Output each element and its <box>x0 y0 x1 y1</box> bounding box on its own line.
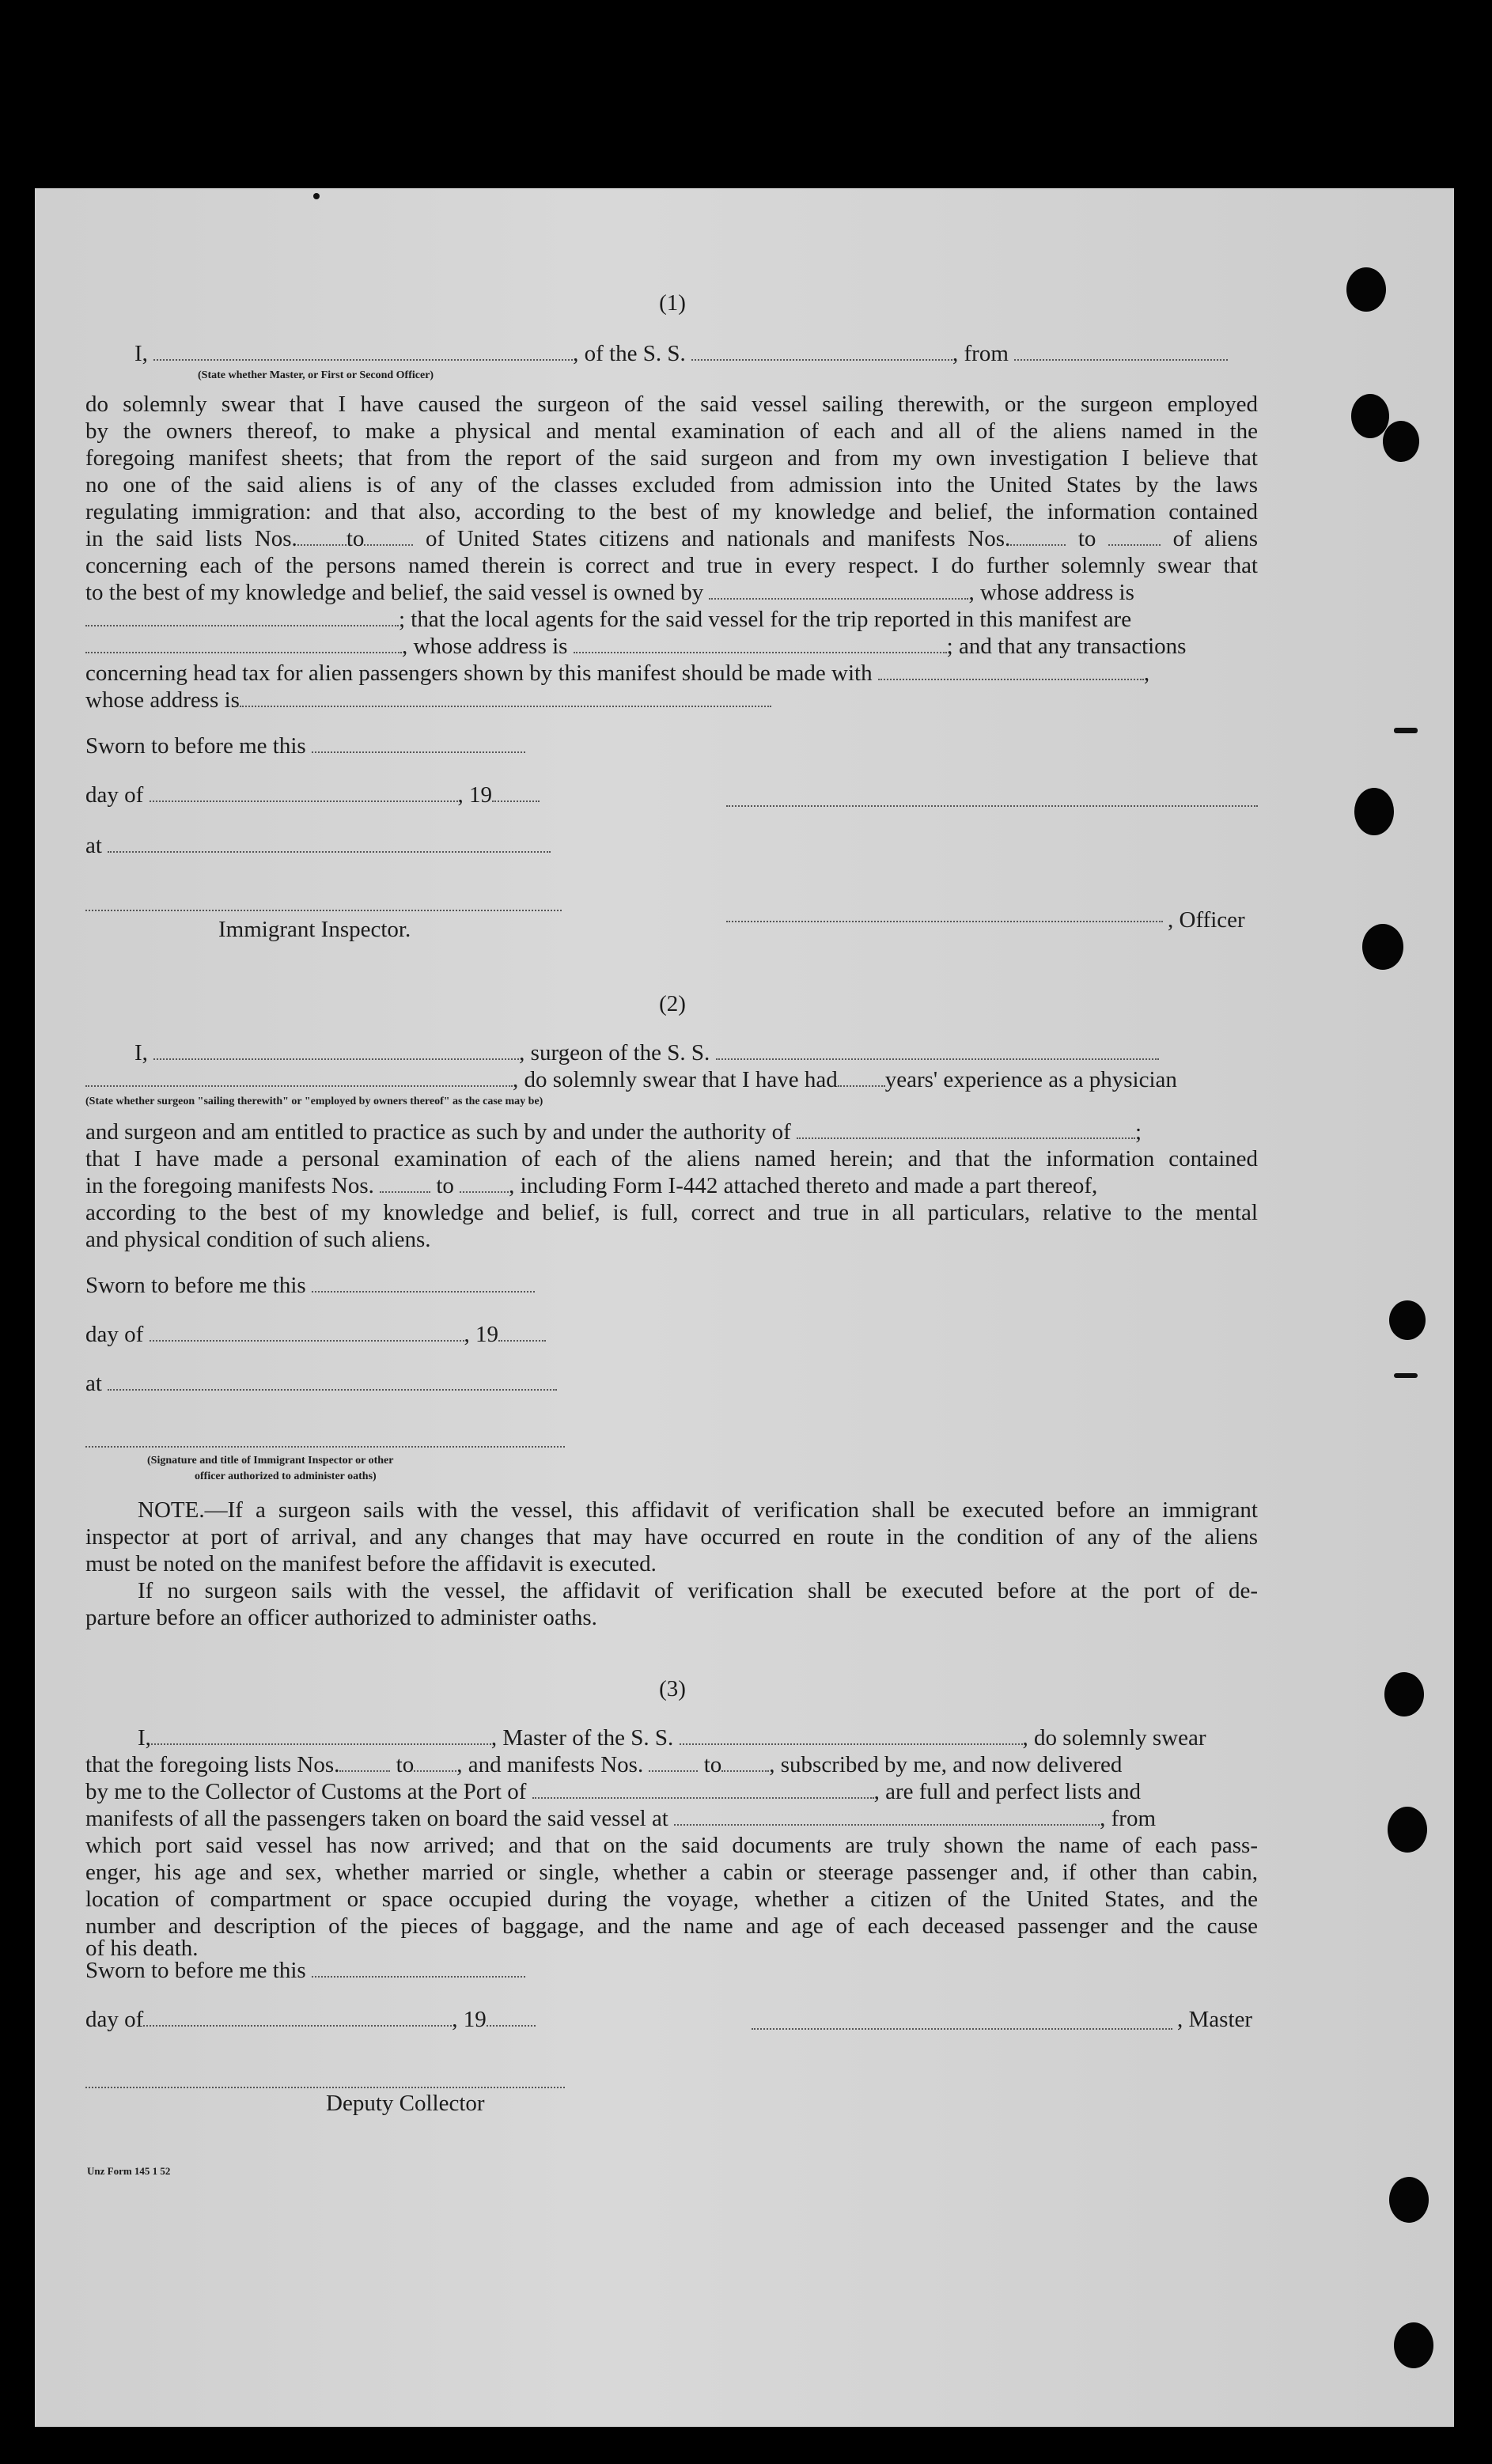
surgeon-vessel-field[interactable] <box>716 1041 1159 1060</box>
punch-hole <box>1362 924 1403 970</box>
headtax-field[interactable] <box>878 661 1144 680</box>
s3-day-of-field[interactable] <box>143 2008 452 2027</box>
s2-line-1 <box>134 1039 1159 1066</box>
text: that the foregoing lists Nos. <box>85 1752 340 1777</box>
text: , 19 <box>464 1322 499 1347</box>
surgeon-name-field[interactable] <box>153 1041 519 1060</box>
text: and surgeon and am entitled to practice as such by and under the authority of <box>85 1119 791 1145</box>
master-label: , Master <box>1177 2007 1253 2032</box>
immigrant-inspector-label: Immigrant Inspector. <box>218 917 411 942</box>
punch-hole <box>1389 1300 1426 1340</box>
text: I, <box>138 1725 151 1751</box>
text: whose address is <box>85 687 240 713</box>
text: , 19 <box>457 782 493 808</box>
punch-hole <box>1351 394 1389 438</box>
punch-hole <box>1394 2322 1433 2368</box>
text: at <box>85 1371 102 1396</box>
s1-para-line: foregoing manifest sheets; that from the report of the said surgeon and from my own investigation I believe that <box>85 445 1258 471</box>
s2-surgeon-note: (State whether surgeon "sailing therewith" or "employed by owners thereof" as the case may be) <box>85 1096 543 1107</box>
s3-sworn-date-field[interactable] <box>312 1959 525 1978</box>
text: ; that the local agents for the said vessel for the trip reported in this manifest are <box>399 607 1132 632</box>
s2-manifests-to-field[interactable] <box>460 1174 509 1193</box>
at-place-field[interactable] <box>108 834 551 853</box>
s1-owner-line <box>85 579 1134 606</box>
text: , from <box>1100 1806 1156 1831</box>
surgeon-status-field[interactable] <box>85 1068 513 1087</box>
s3-para-line: which port said vessel has now arrived; and that on the said documents are truly shown the name of each pass- <box>85 1833 1258 1858</box>
s3-para-line: of his death. <box>85 1936 199 1961</box>
s3-para-line: enger, his age and sex, whether married or single, whether a cabin or steerage passenger and, if other than cabin, <box>85 1860 1258 1885</box>
text: day of <box>85 1322 144 1347</box>
officer-name-field[interactable] <box>153 342 573 361</box>
text: in the foregoing manifests Nos. <box>85 1173 374 1198</box>
from-port-field[interactable] <box>1014 342 1228 361</box>
s3-para-line: number and description of the pieces of baggage, and the name and age of each deceased passenger and the cause <box>85 1913 1258 1939</box>
s1-para-line: do solemnly swear that I have caused the surgeon of the said vessel sailing therewith, or the surgeon employed <box>85 392 1258 417</box>
text: , and manifests Nos. <box>456 1752 644 1777</box>
s3-manifests-from-field[interactable] <box>649 1753 698 1772</box>
text: , subscribed by me, and now delivered <box>769 1752 1123 1777</box>
s2-sworn-date-field[interactable] <box>312 1274 535 1293</box>
note-line: inspector at port of arrival, and any changes that may have occurred en route in the condition of any of the aliens <box>85 1524 1258 1550</box>
text: ; and that any transactions <box>946 634 1187 659</box>
boarding-port-field[interactable] <box>674 1807 1100 1826</box>
speck <box>313 193 320 199</box>
text: day of <box>85 782 144 808</box>
text: , including Form I-442 attached thereto and made a part thereof, <box>509 1173 1098 1198</box>
text: Sworn to before me this <box>85 1958 306 1983</box>
day-of-field[interactable] <box>150 783 458 802</box>
s1-officer-note: (State whether Master, or First or Second Officer) <box>198 369 434 381</box>
text: at <box>85 833 102 858</box>
owner-address-field[interactable] <box>85 607 399 626</box>
text: , surgeon of the S. S. <box>519 1040 710 1065</box>
text: to <box>1077 526 1096 551</box>
s3-para-line: location of compartment or space occupied during the voyage, whether a citizen of the United States, and the <box>85 1887 1258 1912</box>
text: manifests of all the passengers taken on board the said vessel at <box>85 1806 668 1831</box>
s2-signature-note: officer authorized to administer oaths) <box>195 1470 377 1482</box>
s3-line-4 <box>85 1805 1156 1832</box>
s3-sworn-line <box>85 1957 525 1984</box>
agents-field[interactable] <box>85 634 402 653</box>
punch-hole <box>1346 267 1386 312</box>
form-number: Unz Form 145 1 52 <box>87 2165 171 2177</box>
s2-year-field[interactable] <box>498 1323 546 1342</box>
s2-authority-line <box>85 1118 1142 1145</box>
text: to <box>346 526 365 551</box>
year-field[interactable] <box>492 783 540 802</box>
years-experience-field[interactable] <box>838 1068 885 1087</box>
s3-line-2 <box>85 1751 1122 1778</box>
s1-at-line <box>85 832 551 859</box>
s3-vessel-field[interactable] <box>680 1726 1023 1745</box>
officer-signature-field[interactable] <box>726 804 1258 807</box>
section-2-number: (2) <box>659 991 686 1016</box>
text: , of the S. S. <box>573 341 686 366</box>
text: to <box>436 1173 454 1198</box>
s2-sworn-line <box>85 1272 535 1299</box>
lists-from-field[interactable] <box>297 527 346 546</box>
s2-at-place-field[interactable] <box>108 1372 557 1391</box>
s2-para-line: and physical condition of such aliens. <box>85 1227 431 1252</box>
punch-hole <box>1388 1807 1427 1853</box>
speck <box>1394 728 1418 733</box>
punch-hole <box>1384 1672 1424 1716</box>
punch-hole <box>1383 421 1419 462</box>
s1-line-1 <box>134 340 1228 367</box>
inspector-signature-field[interactable] <box>85 908 562 911</box>
s3-manifests-to-field[interactable] <box>721 1753 769 1772</box>
s1-dayof-line <box>85 782 540 808</box>
s2-para-line: that I have made a personal examination of each of the aliens named herein; and that the information contained <box>85 1146 1258 1171</box>
s2-dayof-line <box>85 1321 546 1348</box>
s1-para-line: no one of the said aliens is of any of the classes excluded from admission into the United States by the laws <box>85 472 1258 498</box>
note-line: must be noted on the manifest before the affidavit is executed. <box>85 1551 657 1576</box>
text: ; <box>1135 1119 1142 1145</box>
s1-agent-address-line <box>85 633 1186 660</box>
text: Sworn to before me this <box>85 1273 306 1298</box>
text: , from <box>952 341 1009 366</box>
agents-address-field[interactable] <box>574 634 947 653</box>
s1-sworn-line <box>85 732 525 759</box>
customs-port-field[interactable] <box>532 1780 874 1799</box>
sworn-date-field[interactable] <box>312 734 525 753</box>
speck <box>1394 1373 1418 1378</box>
s1-headtax-line <box>85 660 1149 687</box>
s2-manifests-from-field[interactable] <box>380 1174 430 1193</box>
punch-hole <box>1389 2177 1429 2223</box>
s1-para-line: concerning each of the persons named therein is correct and true in every respect. I do further solemnly swear that <box>85 553 1258 578</box>
text: to the best of my knowledge and belief, the said vessel is owned by <box>85 580 704 605</box>
text: years' experience as a physician <box>884 1067 1177 1092</box>
text: , Master of the S. S. <box>490 1725 674 1751</box>
text: , do solemnly swear that I have had <box>513 1067 838 1092</box>
note-line: parture before an officer authorized to administer oaths. <box>85 1605 597 1630</box>
s1-headtax-address-line <box>85 687 771 713</box>
s3-year-field[interactable] <box>487 2008 536 2027</box>
s1-agents-line <box>85 606 1131 633</box>
s3-lists-from-field[interactable] <box>339 1753 390 1772</box>
master-name-field[interactable] <box>151 1726 491 1745</box>
lists-to-field[interactable] <box>364 527 413 546</box>
text: to <box>396 1752 415 1777</box>
deputy-collector-label: Deputy Collector <box>326 2091 485 2116</box>
s2-manifests-line <box>85 1172 1097 1199</box>
text: , are full and perfect lists and <box>873 1779 1142 1804</box>
owner-field[interactable] <box>709 581 968 600</box>
s2-signature-field[interactable] <box>85 1444 565 1448</box>
text: day of <box>85 2007 144 2032</box>
manifests-from-field[interactable] <box>1010 527 1066 546</box>
manifests-to-field[interactable] <box>1108 527 1161 546</box>
text: I, <box>134 341 148 366</box>
authority-field[interactable] <box>797 1120 1135 1139</box>
text: , do solemnly swear <box>1022 1725 1206 1751</box>
s3-line-3 <box>85 1778 1141 1805</box>
note-line: If no surgeon sails with the vessel, the affidavit of verification shall be executed before at the port of de- <box>138 1578 1258 1603</box>
officer-label: , Officer <box>1168 907 1245 933</box>
text: Sworn to before me this <box>85 733 306 759</box>
text: concerning head tax for alien passengers shown by this manifest should be made with <box>85 660 873 686</box>
s3-line-1 <box>138 1724 1206 1751</box>
text: , 19 <box>452 2007 487 2032</box>
text: I, <box>134 1040 148 1065</box>
text: in the said lists Nos. <box>85 526 297 551</box>
note-line: NOTE.—If a surgeon sails with the vessel, this affidavit of verification shall be executed before an immigrant <box>138 1497 1258 1523</box>
s2-signature-note: (Signature and title of Immigrant Inspector or other <box>147 1455 394 1467</box>
section-3-number: (3) <box>659 1676 686 1701</box>
text: , <box>1143 660 1150 686</box>
vessel-name-field[interactable] <box>691 342 952 361</box>
s1-para-line: regulating immigration: and that also, according to the best of my knowledge and belief, the information contained <box>85 499 1258 524</box>
text: of United States citizens and nationals and manifests Nos. <box>425 526 1011 551</box>
s2-day-of-field[interactable] <box>150 1323 464 1342</box>
s3-dayof-line <box>85 2006 536 2033</box>
master-signature-field[interactable] <box>752 2027 1172 2030</box>
deputy-signature-field[interactable] <box>85 2085 565 2088</box>
text: , whose address is <box>968 580 1134 605</box>
s3-lists-to-field[interactable] <box>414 1753 456 1772</box>
s1-para-line: by the owners thereof, to make a physical and mental examination of each and all of the aliens named in the <box>85 418 1258 444</box>
s2-line-2 <box>85 1066 1177 1093</box>
text: , whose address is <box>402 634 568 659</box>
officer-title-field[interactable] <box>726 919 1163 922</box>
s2-at-line <box>85 1370 557 1397</box>
s2-para-line: according to the best of my knowledge and belief, is full, correct and true in all particulars, relative to the mental <box>85 1200 1258 1225</box>
text: by me to the Collector of Customs at the Port of <box>85 1779 527 1804</box>
punch-hole <box>1354 788 1394 835</box>
headtax-address-field[interactable] <box>240 688 771 707</box>
section-1-number: (1) <box>659 290 686 316</box>
text: to <box>703 1752 722 1777</box>
s1-lists-line <box>85 525 1258 552</box>
text: of aliens <box>1172 526 1259 551</box>
